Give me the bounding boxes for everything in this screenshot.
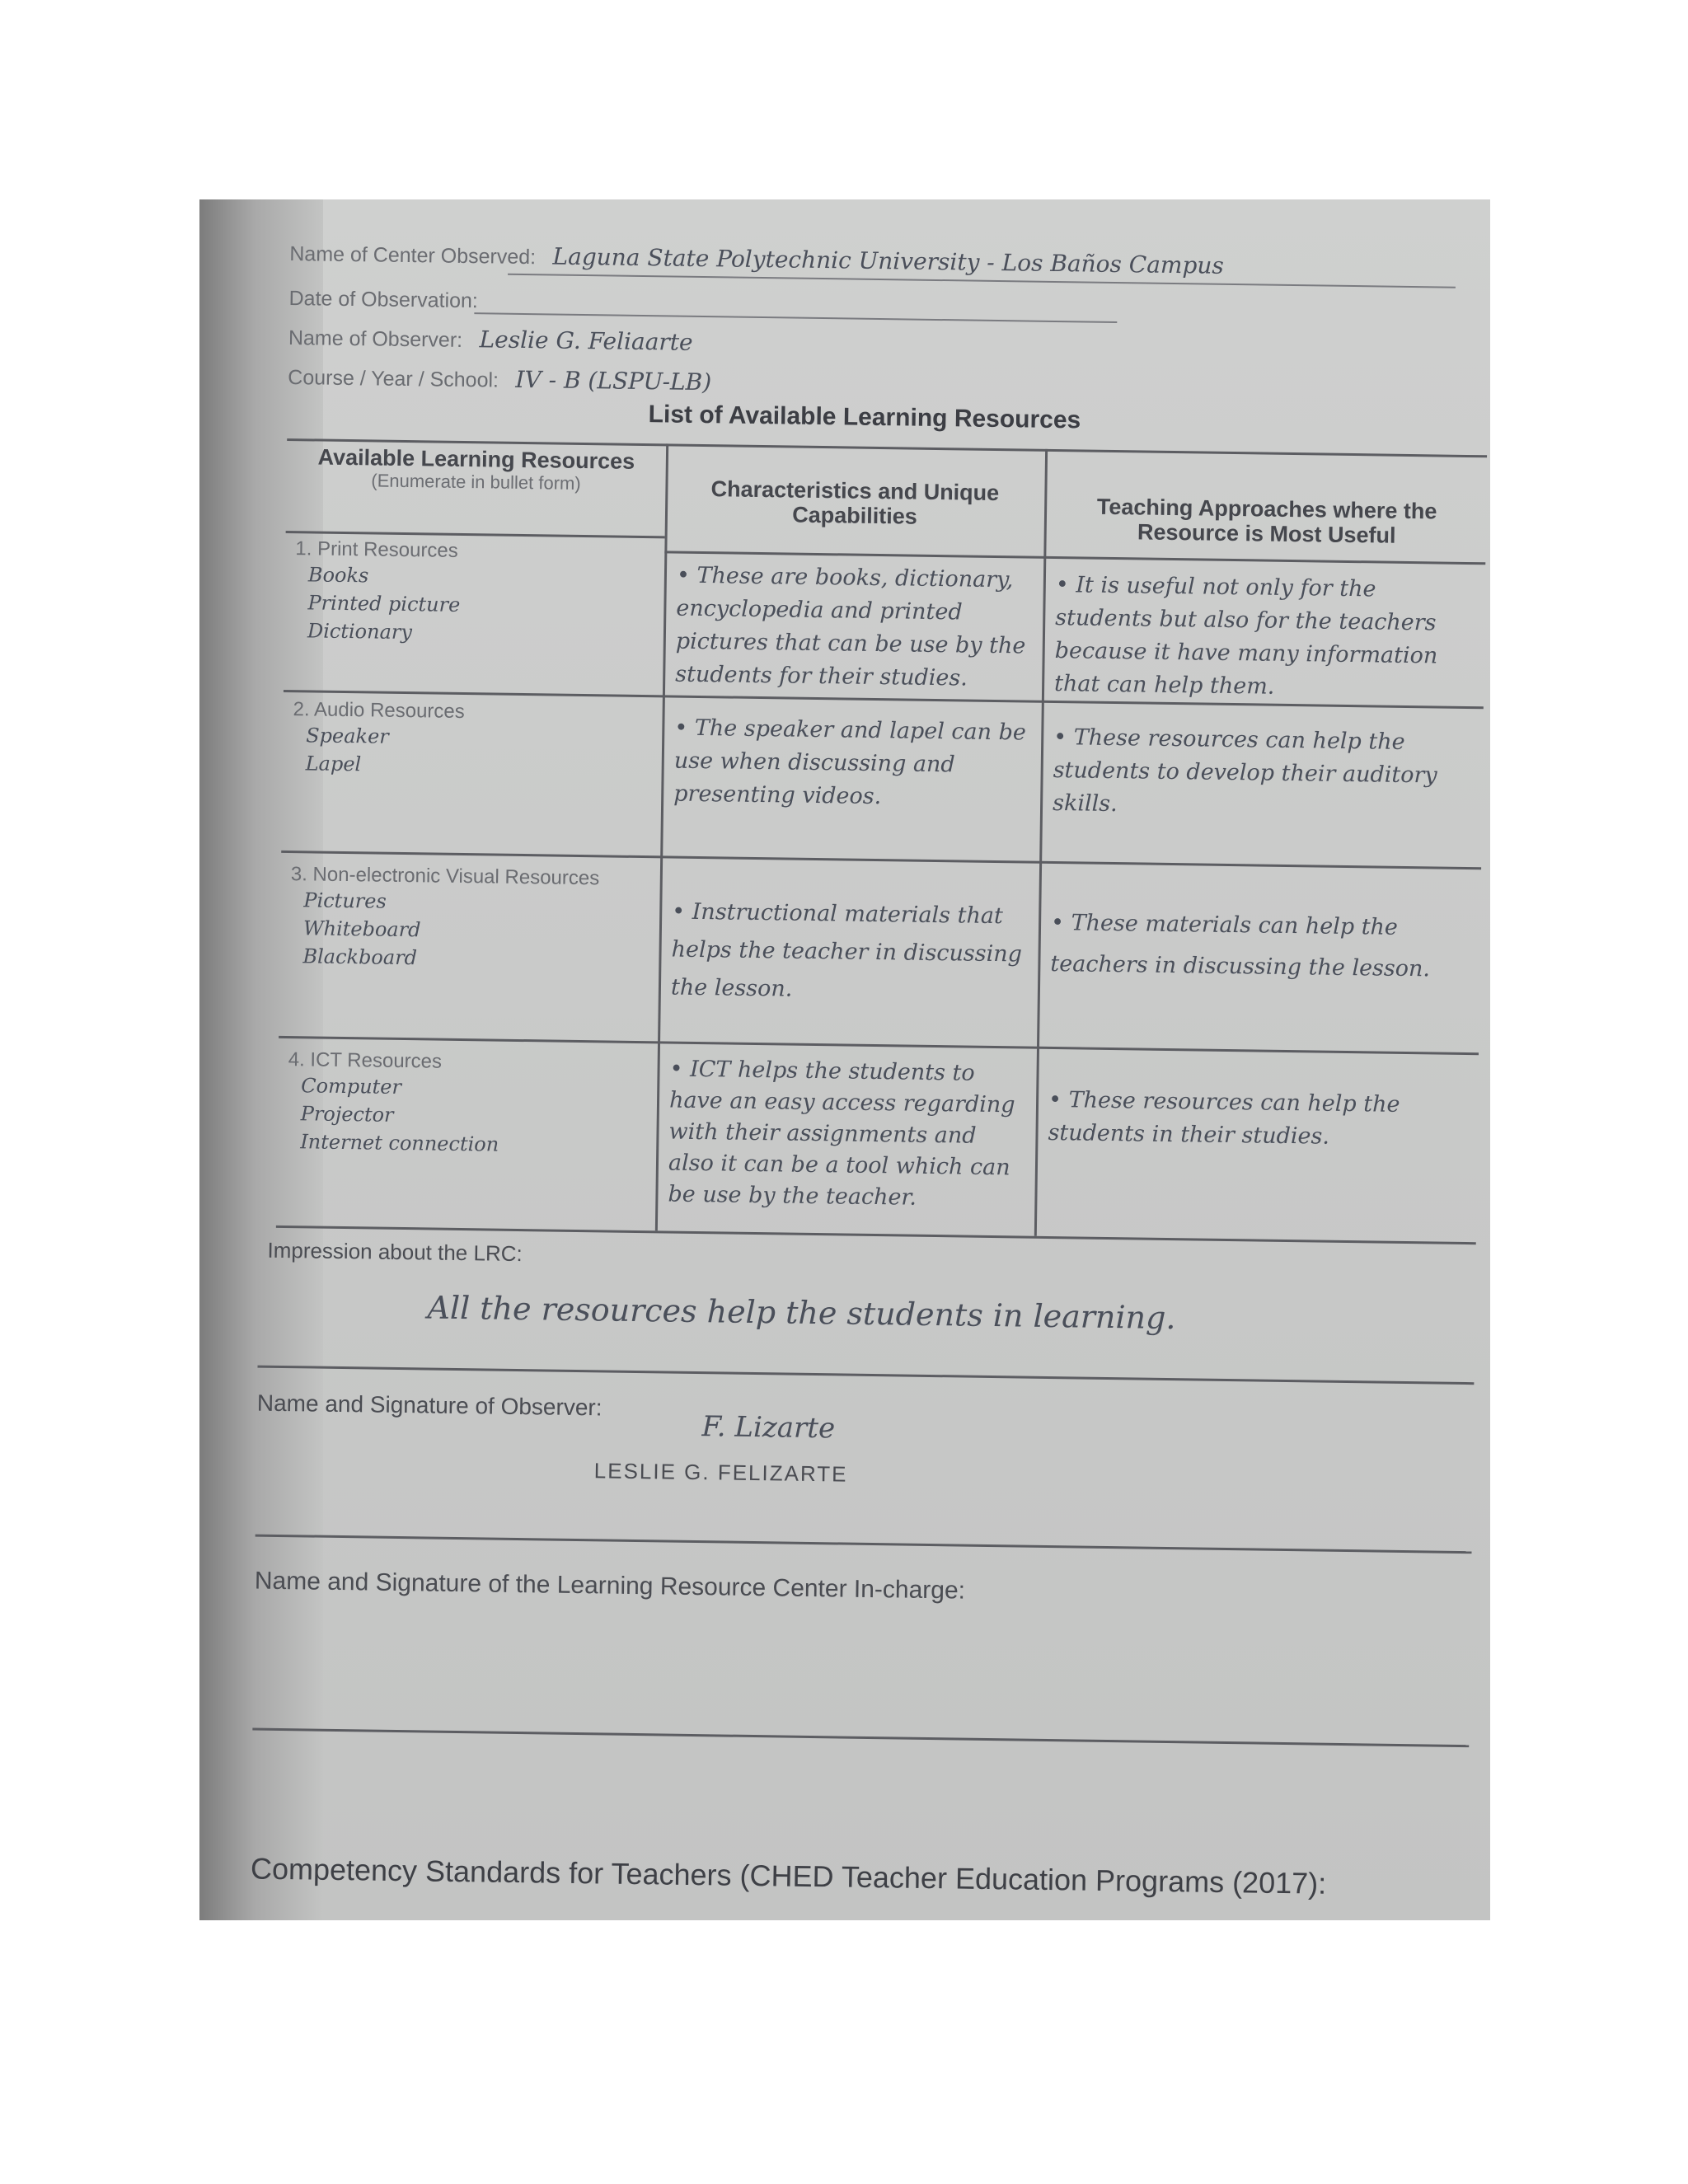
row2-item: Speaker [306,724,389,748]
observer-label: Name of Observer: [288,326,463,352]
col1-header-text: Available Learning Resources [317,444,635,474]
lrc-signature-label: Name and Signature of the Learning Resource Center In-charge: [254,1567,966,1605]
col-divider-2 [1034,449,1048,1236]
row1-approaches: • It is useful not only for the students but also for the teachers because it have many information that can help them. [1053,572,1438,700]
row3-approaches: • These materials can help the teachers in discussing the lesson. [1050,909,1431,982]
row2-approaches: • These resources can help the students to develop their auditory skills. [1052,724,1437,818]
col3-header: Teaching Approaches where the Resource is Most Useful [1096,494,1437,548]
lrc-signature-line [252,1728,1469,1748]
row2-resources [292,698,655,782]
col1-header [302,445,649,494]
row3-item: Blackboard [302,944,418,970]
footer-text: Competency Standards for Teachers (CHED Teacher Education Programs (2017): [250,1851,1327,1900]
observer-signature: F. Lizarte [701,1410,836,1446]
row2-characteristics: • The speaker and lapel can be use when discussing and presenting videos. [673,715,1027,810]
observer-printed-name: LESLIE G. FELIZARTE [593,1458,848,1487]
center-label: Name of Center Observed: [289,241,537,269]
row1-item: Dictionary [307,619,413,644]
observer-value: Leslie G. Feliaarte [479,326,693,356]
row1-item: Books [307,563,369,588]
row4-item: Projector [300,1102,394,1127]
table-title: List of Available Learning Resources [648,401,1081,434]
row1-item: Printed picture [307,591,461,616]
observer-signature-line [256,1535,1472,1554]
date-field [288,284,491,313]
row4-item: Internet connection [300,1130,499,1156]
row3-item: Pictures [303,888,387,913]
document-photo [199,199,1490,1920]
impression-label: Impression about the LRC: [267,1237,523,1267]
course-value: IV - B (LSPU-LB) [515,365,712,396]
row1-category: 1. Print Resources [295,537,458,562]
observation-sheet [250,216,1490,1920]
row3-item: Whiteboard [302,916,421,942]
course-label: Course / Year / School: [288,365,499,392]
row2-item: Lapel [305,752,362,776]
row1-resources [294,537,659,649]
row4-characteristics: • ICT helps the students to have an easy access regarding with their assignments and also it can be a tool which can be use by the teacher. [668,1056,1015,1211]
observer-signature-label: Name and Signature of Observer: [256,1390,603,1421]
center-field [289,239,1224,279]
date-underline [474,312,1117,323]
row4-item: Computer [301,1074,402,1099]
date-label: Date of Observation: [288,286,479,313]
row4-resources [287,1048,651,1160]
center-value: Laguna State Polytechnic University - Los Baños Campus [552,242,1225,279]
row4-approaches: • These resources can help the students in their studies. [1048,1086,1400,1150]
signature-block [593,1399,859,1526]
row4-category: 4. ICT Resources [288,1048,443,1073]
col1-header-sub: (Enumerate in bullet form) [371,470,581,494]
course-field [288,363,711,396]
row3-resources [289,863,654,975]
row2-category: 2. Audio Resources [293,698,465,724]
row3-category: 3. Non-electronic Visual Resources [290,863,600,890]
row1-characteristics: • These are books, dictionary, encyclopedia and printed pictures that can be use by the students for their studies. [675,562,1026,691]
observer-field [288,323,693,356]
col2-header: Characteristics and Unique Capabilities [710,476,1000,529]
row3-characteristics: • Instructional materials that helps the teacher in discussing the lesson. [670,898,1023,1002]
impression-value: All the resources help the students in learning. [427,1289,1176,1337]
